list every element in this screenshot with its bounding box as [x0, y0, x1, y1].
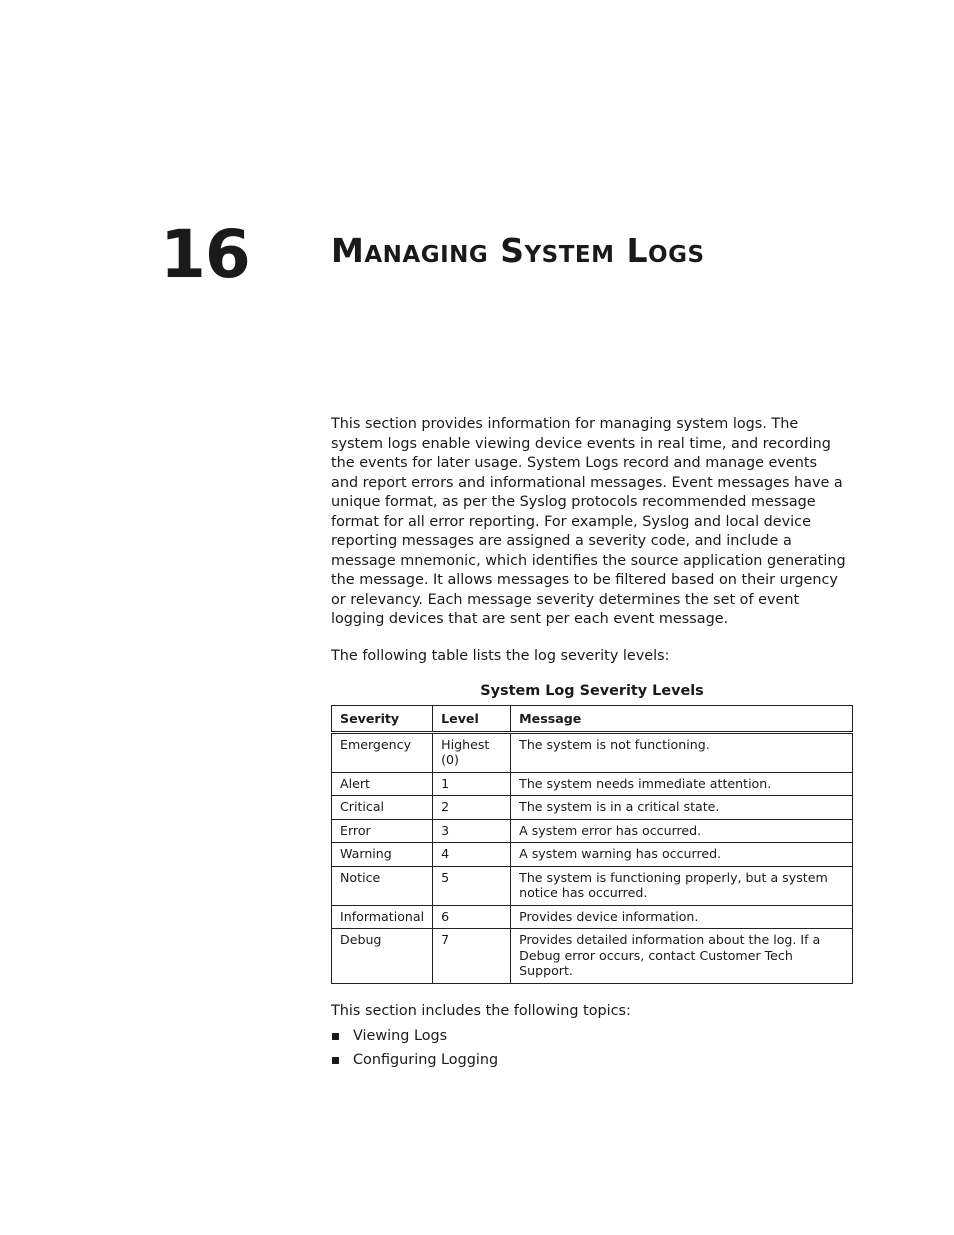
list-item: [331, 1051, 853, 1071]
severity-cell: Alert: [332, 772, 433, 796]
list-item: [331, 1027, 853, 1047]
topics-list: [331, 1027, 853, 1071]
message-cell: Provides device information.: [511, 905, 853, 929]
severity-levels-table: [331, 705, 853, 984]
chapter-content: [331, 415, 853, 1075]
severity-cell: Emergency: [332, 732, 433, 772]
message-cell: The system needs immediate attention.: [511, 772, 853, 796]
table-caption: System Log Severity Levels: [480, 683, 704, 699]
table-header-row: [332, 706, 853, 733]
square-bullet-icon: [332, 1057, 339, 1064]
level-cell: 7: [433, 929, 511, 984]
severity-cell: Debug: [332, 929, 433, 984]
severity-cell: Warning: [332, 843, 433, 867]
severity-cell: Notice: [332, 866, 433, 905]
level-cell: 3: [433, 819, 511, 843]
message-cell: The system is not functioning.: [511, 732, 853, 772]
table-row: [332, 732, 853, 772]
topic-configuring-logging: Configuring Logging: [353, 1052, 499, 1068]
level-cell: Highest (0): [433, 732, 511, 772]
chapter-title: Managing System Logs: [331, 231, 705, 270]
level-cell: 2: [433, 796, 511, 820]
message-cell: A system error has occurred.: [511, 819, 853, 843]
message-cell: A system warning has occurred.: [511, 843, 853, 867]
table-intro-text: The following table lists the log severity levels:: [331, 647, 670, 664]
level-cell: 6: [433, 905, 511, 929]
intro-paragraph: This section provides information for managing system logs. The system logs enable viewing device events in real time, and recording the events for later usage. System Logs record and manage events and report errors and informational messages. Event messages have a unique format, as per the Syslog protocols recommended message format for all error reporting. For example, Syslog and local device reporting messages are assigned a severity code, and include a message mnemonic, which identifies the source application generating the message. It allows messages to be filtered based on their urgency or relevancy. Each message severity determines the set of event logging devices that are sent per each event message.: [331, 416, 846, 627]
level-cell: 5: [433, 866, 511, 905]
severity-cell: Critical: [332, 796, 433, 820]
message-cell: The system is functioning properly, but a system notice has occurred.: [511, 866, 853, 905]
message-cell: Provides detailed information about the log. If a Debug error occurs, contact Customer Tech Support.: [511, 929, 853, 984]
square-bullet-icon: [332, 1033, 339, 1040]
header-level: Level: [433, 706, 511, 733]
level-cell: 4: [433, 843, 511, 867]
table-row: [332, 819, 853, 843]
topic-viewing-logs: Viewing Logs: [353, 1028, 448, 1044]
message-cell: The system is in a critical state.: [511, 796, 853, 820]
severity-cell: Error: [332, 819, 433, 843]
header-message: Message: [511, 706, 853, 733]
chapter-number: 16: [160, 216, 250, 293]
level-cell: 1: [433, 772, 511, 796]
table-row: [332, 929, 853, 984]
header-severity: Severity: [332, 706, 433, 733]
table-row: [332, 866, 853, 905]
table-row: [332, 905, 853, 929]
table-row: [332, 843, 853, 867]
topics-intro-text: This section includes the following topics:: [331, 1002, 631, 1019]
table-row: [332, 796, 853, 820]
table-row: [332, 772, 853, 796]
severity-cell: Informational: [332, 905, 433, 929]
